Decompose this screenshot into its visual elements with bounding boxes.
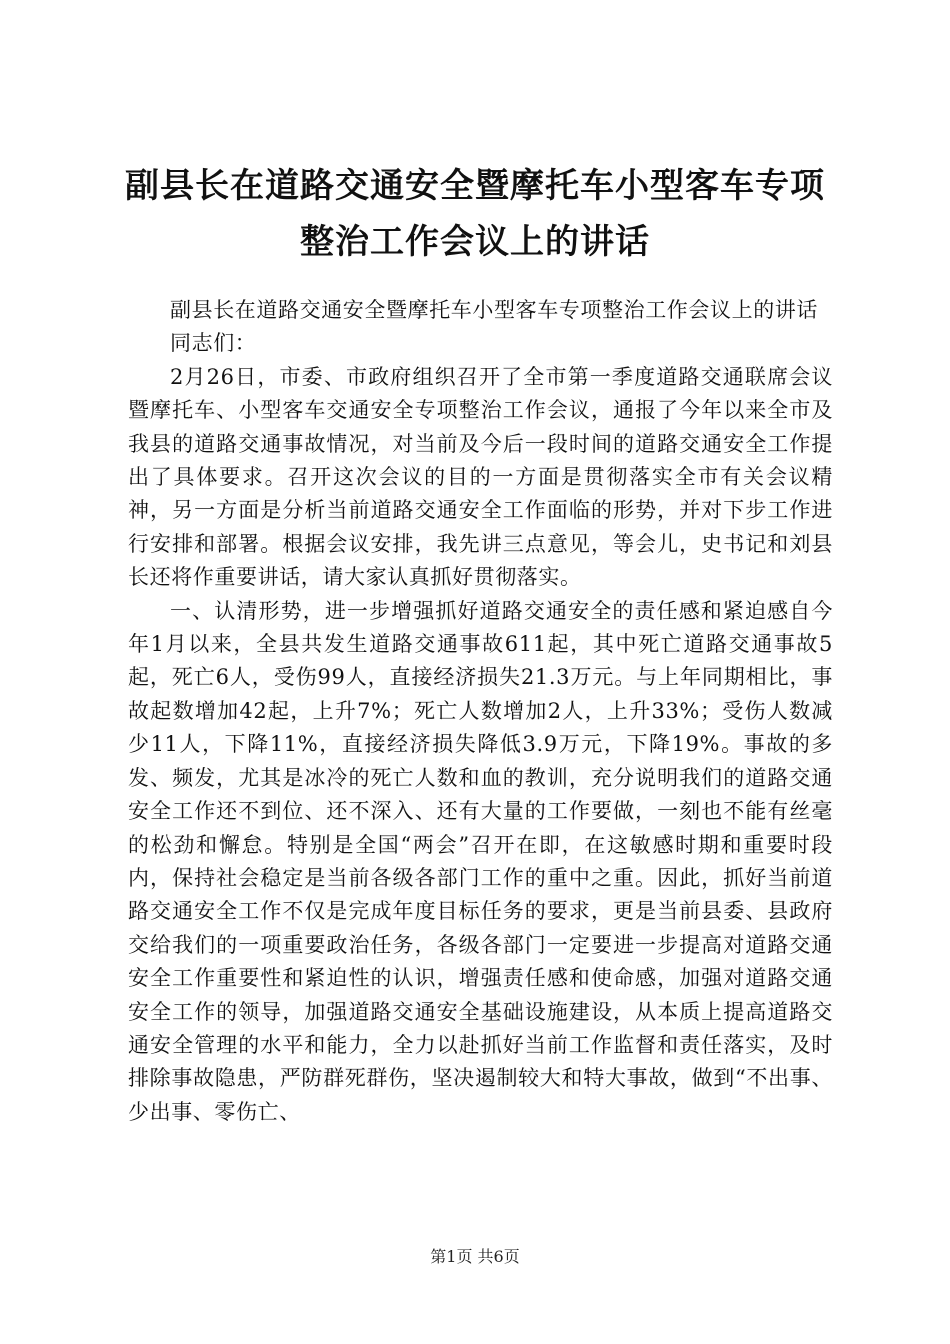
- body-paragraph: 一、认清形势，进一步增强抓好道路交通安全的责任感和紧迫感自今年1月以来，全县共发生道路交通事故611起，其中死亡道路交通事故5起，死亡6人，受伤99人，直接经济损失21.3万元。与上年同期相比，事故起数增加42起，上升7%；死亡人数增加2人，上升33%；受伤人数减少11人，下降11%，直接经济损失降低3.9万元，下降19%。事故的多发、频发，尤其是冰冷的死亡人数和血的教训，充分说明我们的道路交通安全工作还不到位、还不深入、还有大量的工作要做，一刻也不能有丝毫的松劲和懈怠。特别是全国“两会”召开在即，在这敏感时期和重要时段内，保持社会稳定是当前各级各部门工作的重中之重。因此，抓好当前道路交通安全工作不仅是完成年度目标任务的要求，更是当前县委、县政府交给我们的一项重要政治任务，各级各部门一定要进一步提高对道路交通安全工作重要性和紧迫性的认识，增强责任感和使命感，加强对道路交通安全工作的领导，加强道路交通安全基础设施建设，从本质上提高道路交通安全管理的水平和能力，全力以赴抓好当前工作监督和责任落实，及时排除事故隐患，严防群死群伤，坚决遏制较大和特大事故，做到“不出事、少出事、零伤亡、: [128, 598, 833, 1124]
- page-footer: 第1页 共6页: [430, 1247, 520, 1266]
- document-title-line-1: 副县长在道路交通安全暨摩托车小型客车专项: [125, 166, 825, 206]
- subtitle-paragraph: 副县长在道路交通安全暨摩托车小型客车专项整治工作会议上的讲话: [170, 298, 818, 322]
- body-paragraph: 2月26日，市委、市政府组织召开了全市第一季度道路交通联席会议暨摩托车、小型客车交通安全专项整治工作会议，通报了今年以来全市及我县的道路交通事故情况，对当前及今后一段时间的道路交通安全工作提出了具体要求。召开这次会议的目的一方面是贯彻落实全市有关会议精神，另一方面是分析当前道路交通安全工作面临的形势，并对下步工作进行安排和部署。根据会议安排，我先讲三点意见，等会儿，史书记和刘县长还将作重要讲话，请大家认真抓好贯彻落实。: [128, 364, 833, 590]
- document-body: [128, 294, 833, 1129]
- document-title-line-2: 整治工作会议上的讲话: [300, 222, 650, 262]
- salutation-paragraph: 同志们：: [170, 331, 257, 356]
